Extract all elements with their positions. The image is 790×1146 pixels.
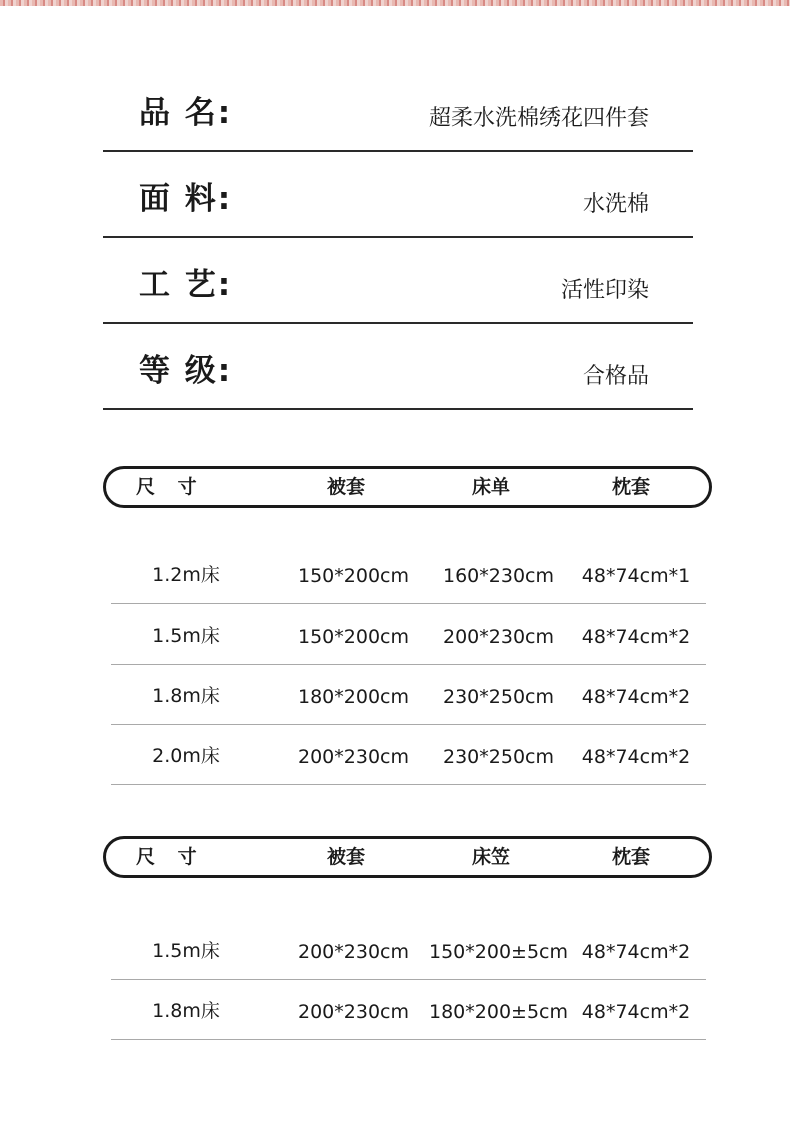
cell-fitted-sheet: 180*200±5cm [429,1001,568,1023]
cell-bed-sheet: 200*230cm [443,626,554,648]
header-fitted-sheet: 床笠 [471,846,510,868]
cell-size: 1.8m床 [152,1000,220,1022]
table-row [111,665,706,725]
cell-bed-sheet: 160*230cm [443,565,554,587]
cell-duvet-cover: 150*200cm [298,626,409,648]
cell-pillowcase: 48*74cm*2 [581,1001,691,1023]
cell-size: 1.5m床 [152,940,220,962]
header-size: 尺 寸 [136,846,205,868]
cell-duvet-cover: 200*230cm [298,941,409,963]
cell-size: 1.8m床 [152,685,220,707]
cell-bed-sheet: 230*250cm [443,746,554,768]
header-duvet-cover: 被套 [326,846,365,868]
spec-value: 水洗棉 [582,192,649,217]
table-row [111,920,706,980]
spec-row-product-name [103,66,693,152]
table-row [111,605,706,665]
cell-duvet-cover: 180*200cm [298,686,409,708]
cell-size: 1.2m床 [152,564,220,586]
spec-row-grade [103,324,693,410]
cell-fitted-sheet: 150*200±5cm [429,941,568,963]
size-table-2-header [103,836,712,878]
cell-pillowcase: 48*74cm*2 [581,686,691,708]
spec-label: 面 料: [139,181,233,217]
size-table-1-header [103,466,712,508]
cell-pillowcase: 48*74cm*1 [581,565,691,587]
cell-duvet-cover: 200*230cm [298,746,409,768]
cell-size: 1.5m床 [152,625,220,647]
cell-bed-sheet: 230*250cm [443,686,554,708]
spec-value: 活性印染 [560,278,649,303]
cell-pillowcase: 48*74cm*2 [581,626,691,648]
cell-duvet-cover: 200*230cm [298,1001,409,1023]
header-duvet-cover: 被套 [326,476,365,498]
table-row [111,980,706,1040]
header-pillowcase: 枕套 [611,476,650,498]
header-bed-sheet: 床单 [471,476,510,498]
spec-row-process [103,238,693,324]
spec-label: 品 名: [139,95,233,131]
decorative-top-strip [0,0,790,6]
spec-label: 等 级: [139,353,233,389]
spec-row-fabric [103,152,693,238]
cell-pillowcase: 48*74cm*2 [581,941,691,963]
table-row [111,544,706,604]
cell-duvet-cover: 150*200cm [298,565,409,587]
header-pillowcase: 枕套 [611,846,650,868]
spec-label: 工 艺: [139,267,233,303]
cell-pillowcase: 48*74cm*2 [581,746,691,768]
spec-value: 超柔水洗棉绣花四件套 [428,106,649,131]
spec-value: 合格品 [582,364,649,389]
header-size: 尺 寸 [136,476,205,498]
cell-size: 2.0m床 [152,745,220,767]
table-row [111,725,706,785]
